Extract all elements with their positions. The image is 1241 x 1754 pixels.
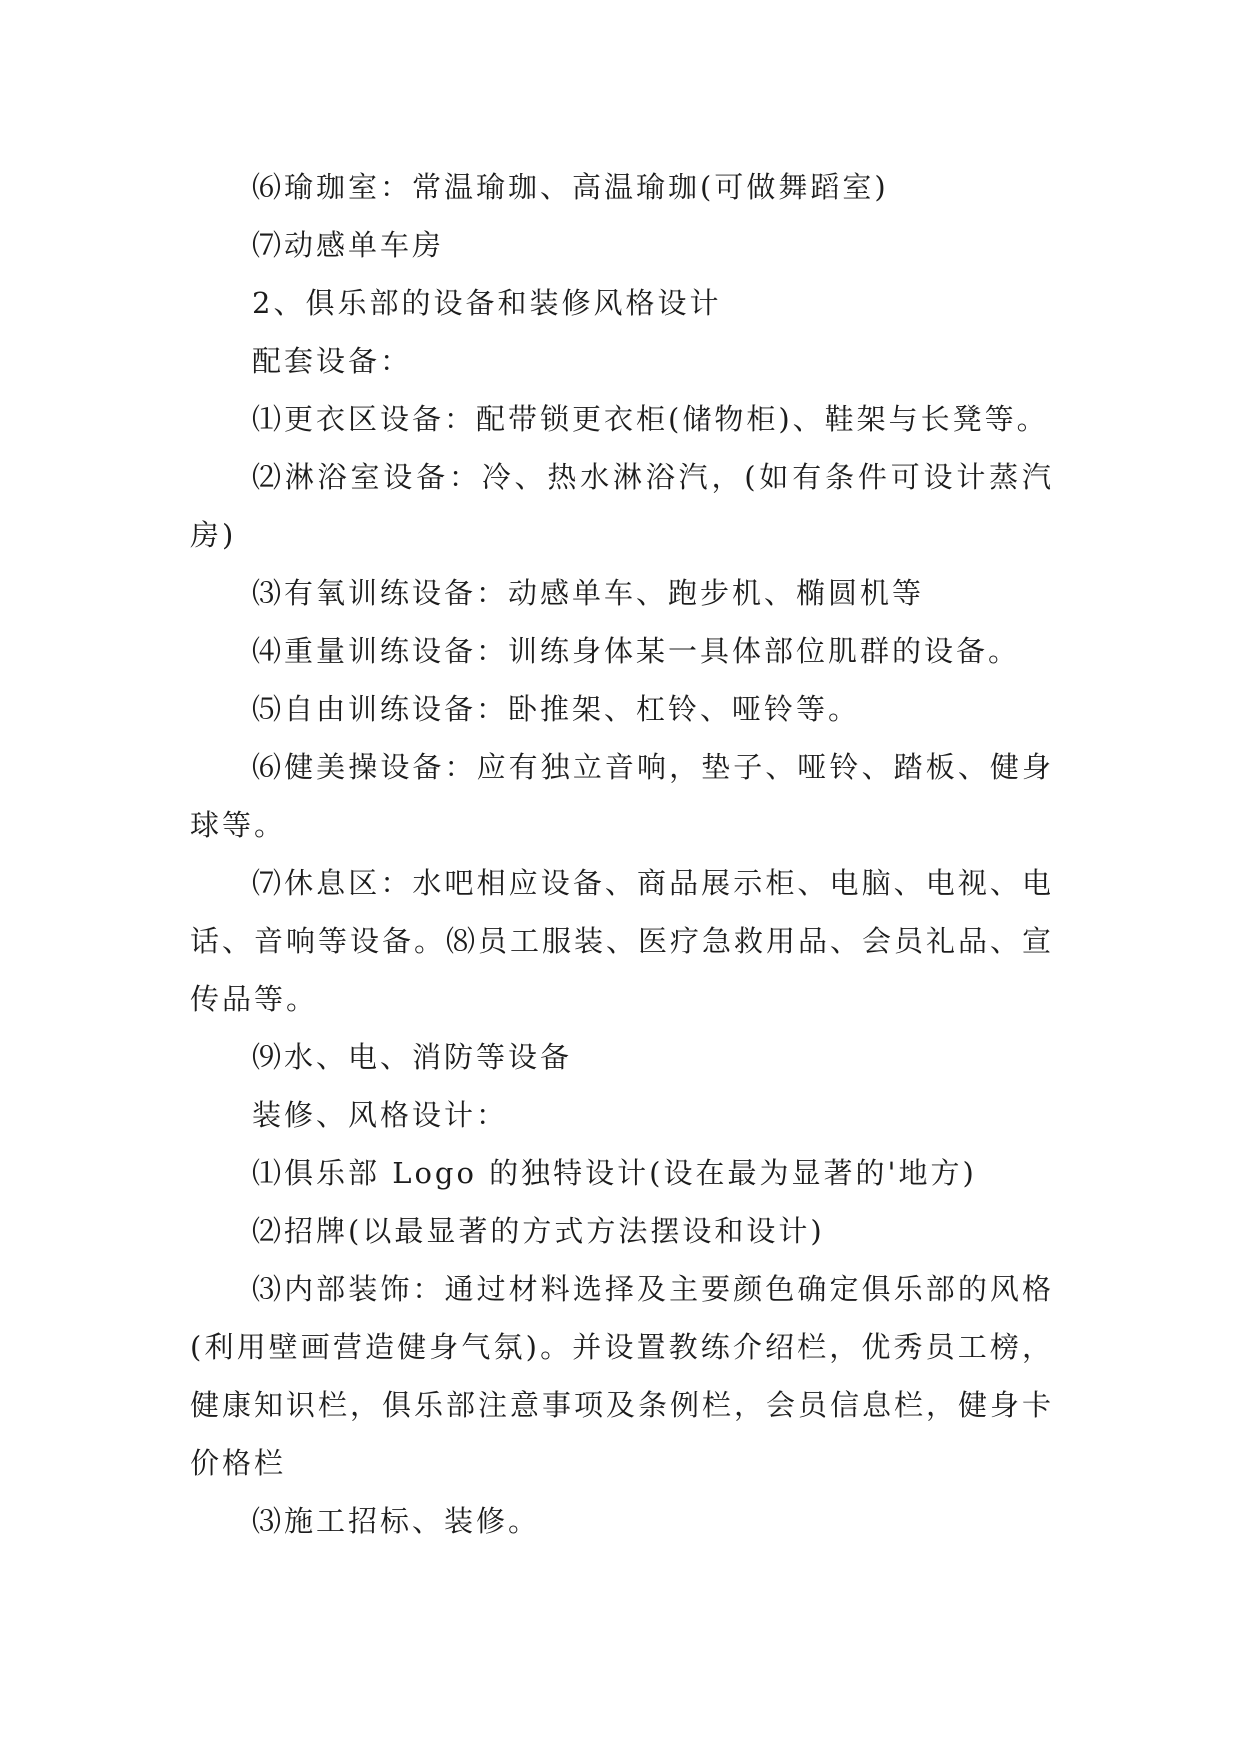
paragraph-utilities: ⑼水、电、消防等设备: [252, 1040, 573, 1074]
subheading-supporting-equipment: 配套设备：: [252, 344, 413, 378]
paragraph-shower-room: ⑵淋浴室设备：冷、热水淋浴汽，(如有条件可设计蒸汽房): [190, 460, 1054, 552]
paragraph-rest-area: ⑺休息区：水吧相应设备、商品展示柜、电脑、电视、电话、音响等设备。⑻员工服装、医疗急救用品、会员礼品、宣传品等。: [190, 866, 1055, 1016]
paragraph-signboard: ⑵招牌(以最显著的方式方法摆设和设计): [252, 1214, 825, 1248]
document-body: [190, 158, 1054, 1550]
paragraph-locker-area: ⑴更衣区设备：配带锁更衣柜(储物柜)、鞋架与长凳等。: [252, 402, 1049, 436]
paragraph-aerobics-equipment: ⑹健美操设备：应有独立音响，垫子、哑铃、踏板、健身球等。: [190, 750, 1054, 842]
subheading-decoration-style: 装修、风格设计：: [252, 1098, 509, 1132]
paragraph-aerobic-equipment: ⑶有氧训练设备：动感单车、跑步机、椭圆机等: [252, 576, 925, 610]
section-heading-equipment-decoration: 2、俱乐部的设备和装修风格设计: [252, 286, 722, 320]
paragraph-interior-decoration: ⑶内部装饰：通过材料选择及主要颜色确定俱乐部的风格(利用壁画营造健身气氛)。并设置教练介绍栏，优秀员工榜，健康知识栏，俱乐部注意事项及条例栏，会员信息栏，健身卡价格栏: [190, 1272, 1055, 1480]
paragraph-weight-equipment: ⑷重量训练设备：训练身体某一具体部位肌群的设备。: [252, 634, 1021, 668]
paragraph-spinning-room: ⑺动感单车房: [252, 228, 445, 262]
paragraph-logo-design: ⑴俱乐部 Logo 的独特设计(设在最为显著的'地方): [252, 1156, 977, 1190]
paragraph-yoga-room: ⑹瑜珈室：常温瑜珈、高温瑜珈(可做舞蹈室): [252, 170, 889, 204]
paragraph-construction-tender: ⑶施工招标、装修。: [252, 1504, 541, 1538]
paragraph-free-training-equipment: ⑸自由训练设备：卧推架、杠铃、哑铃等。: [252, 692, 861, 726]
